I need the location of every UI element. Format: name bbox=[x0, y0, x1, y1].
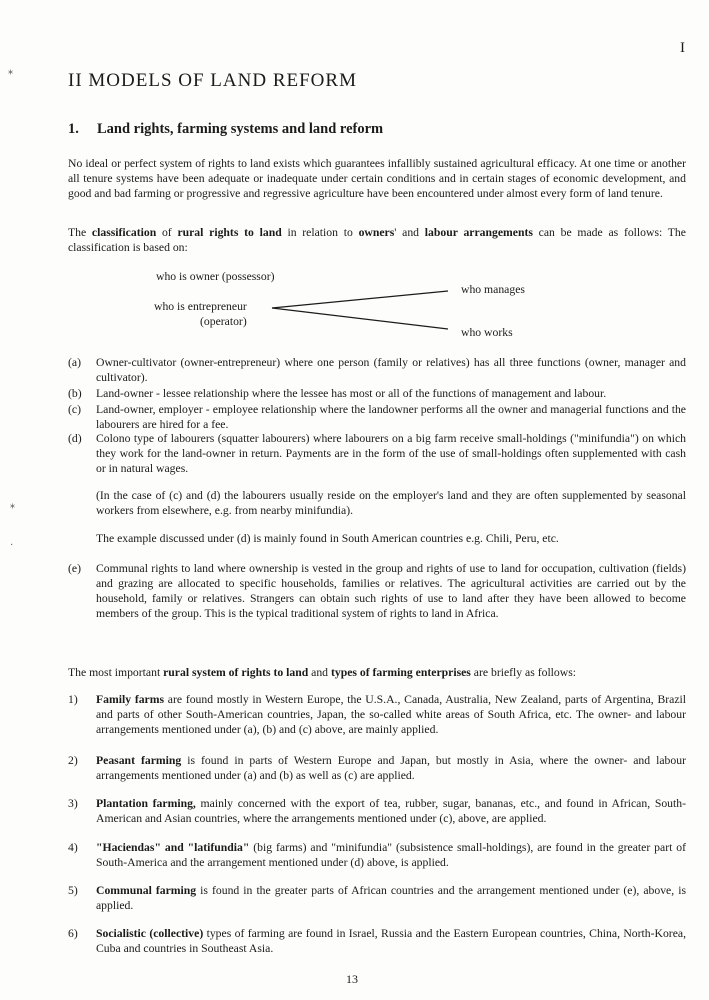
labour-arrangements-term: labour arrangements bbox=[424, 226, 533, 239]
list-item bbox=[68, 561, 686, 621]
list-item-text: Land-owner, employer - employee relationship where the landowner performs all the owner and managerial functions and the labourers are hired for a fee. bbox=[96, 403, 686, 431]
diagram-manages: who manages bbox=[461, 283, 525, 296]
list-item-label: (b) bbox=[68, 387, 82, 400]
page-number: 13 bbox=[346, 972, 358, 986]
line-to-manages bbox=[272, 291, 448, 308]
section-number: 1. bbox=[68, 121, 79, 137]
list-item bbox=[68, 796, 686, 826]
system-name: Plantation farming, bbox=[96, 797, 196, 810]
systems-intro-text-2: and bbox=[308, 666, 331, 679]
diagram-works: who works bbox=[461, 326, 513, 339]
list-item-label: (c) bbox=[68, 403, 81, 416]
system-text: types of farming are found in Israel, Russia and the Eastern European countries, China, North-Korea, Cuba and countries in Southeast Asia. bbox=[96, 927, 686, 955]
binding-hole-mark: ⁎ bbox=[10, 500, 15, 511]
classification-text-5: can be made as follows: The classification is based on: bbox=[68, 226, 686, 254]
note-employer-land: (In the case of (c) and (d) the labourers usually reside on the employer's land and they are often supplemented by seasonal workers from elsewhere, e.g. from nearby minifundia). bbox=[96, 489, 686, 517]
list-item bbox=[68, 386, 686, 401]
system-text: (big farms) and "minifundia" (subsistence small-holdings), are found in the greater part of South-America and the arrangement mentioned under (d) above, is applied. bbox=[96, 841, 686, 869]
list-item-label: 5) bbox=[68, 884, 78, 897]
list-item bbox=[68, 692, 686, 737]
corner-mark: I bbox=[680, 40, 685, 56]
list-item bbox=[68, 753, 686, 783]
diagram-entrepreneur: who is entrepreneur bbox=[154, 300, 247, 313]
classification-text-2: of bbox=[156, 226, 178, 239]
list-item-label: 3) bbox=[68, 797, 78, 810]
chapter-title: II MODELS OF LAND REFORM bbox=[68, 70, 357, 91]
list-item-label: (e) bbox=[68, 562, 81, 575]
classification-diagram bbox=[150, 266, 550, 342]
rural-rights-term: rural rights to land bbox=[177, 226, 282, 239]
list-item-text: Communal rights to land where ownership is vested in the group and rights of use to land for occupation, cultivation (fields) and grazing are allocated to specific households, families or relatives. The agricultural activities are carried out by the household, family or relatives. Strangers can obtain such rights of use to land after they have been allowed to become members of the group. This is the typical traditional system of rights to land in Africa. bbox=[96, 562, 686, 620]
list-item-label: 4) bbox=[68, 841, 78, 854]
list-item-text: Owner-cultivator (owner-entrepreneur) where one person (family or relatives) has all three functions (owner, manager and cultivator). bbox=[96, 356, 686, 384]
list-item bbox=[68, 402, 686, 432]
diagram-owner: who is owner (possessor) bbox=[156, 270, 275, 283]
list-item-label: 1) bbox=[68, 693, 78, 706]
diagram-operator: (operator) bbox=[200, 315, 247, 328]
section-heading bbox=[68, 121, 383, 138]
line-to-works bbox=[272, 308, 448, 329]
system-text: are found mostly in Western Europe, the U.S.A., Canada, Australia, New Zealand, parts of Argentina, Brazil and parts of other South-American countries, Japan, the so-called white areas of South Africa, etc. The owner- and labour arrangements mentioned under (a), (b) and (c) above, are mainly applied. bbox=[96, 693, 686, 736]
list-item bbox=[68, 926, 686, 956]
farming-enterprises-term: types of farming enterprises bbox=[330, 666, 471, 679]
system-name: Peasant farming bbox=[96, 754, 182, 767]
list-item-label: 2) bbox=[68, 754, 78, 767]
system-text: mainly concerned with the export of tea, rubber, sugar, bananas, etc., and found in African, South-American and Asian countries, where the arrangements mentioned under (c), above, are applied. bbox=[96, 797, 687, 825]
rural-system-term: rural system of rights to land bbox=[163, 666, 309, 679]
note-south-america: The example discussed under (d) is mainly found in South American countries e.g. Chili, Peru, etc. bbox=[96, 532, 559, 545]
classification-text-3: in relation to bbox=[281, 226, 359, 239]
binding-hole-mark: ⁎ bbox=[8, 66, 13, 77]
system-name: "Haciendas" and "latifundia" bbox=[96, 841, 250, 854]
classification-paragraph bbox=[68, 225, 686, 255]
list-item bbox=[68, 840, 686, 870]
list-item bbox=[68, 355, 686, 385]
systems-intro bbox=[68, 665, 686, 680]
list-item-text: Colono type of labourers (squatter labourers) where labourers on a big farm receive small-holdings ("minifundia") on which they work for the land-owner in return. Payments are in the form of the use of small-holdings often supplemented with cash or in natural wages. bbox=[96, 432, 686, 475]
systems-intro-text-1: The most important bbox=[68, 666, 164, 679]
list-item-label: (a) bbox=[68, 356, 81, 369]
binding-hole-mark: · bbox=[10, 540, 14, 551]
list-item-label: 6) bbox=[68, 927, 78, 940]
classification-text-4: ' and bbox=[394, 226, 425, 239]
list-item bbox=[68, 883, 686, 913]
list-item-text: Land-owner - lessee relationship where the lessee has most or all of the functions of management and labour. bbox=[96, 387, 607, 400]
list-item-label: (d) bbox=[68, 432, 82, 445]
classification-text-1: The bbox=[68, 226, 92, 239]
systems-intro-text-3: are briefly as follows: bbox=[470, 666, 577, 679]
list-item bbox=[68, 431, 686, 476]
section-title: Land rights, farming systems and land reform bbox=[97, 121, 384, 137]
classification-term: classification bbox=[91, 226, 157, 239]
intro-paragraph: No ideal or perfect system of rights to land exists which guarantees infallibly sustained agricultural efficacy. At one time or another all tenure systems have been adequate or inadequate under certain conditions and in certain stages of economic development, and good and bad farming or progressive and regressive agriculture have been encountered under almost every form of land tenure. bbox=[68, 157, 686, 200]
system-text: is found in parts of Western Europe and Japan, but mostly in Asia, where the owner- and labour arrangements mentioned under (a) and (b) as well as (c) are applied. bbox=[96, 754, 686, 782]
system-text: is found in the greater parts of African countries and the arrangement mentioned under (e), above, is applied. bbox=[96, 884, 686, 912]
system-name: Communal farming bbox=[96, 884, 197, 897]
owners-term: owners bbox=[358, 226, 395, 239]
system-name: Socialistic (collective) bbox=[96, 927, 204, 940]
system-name: Family farms bbox=[96, 693, 165, 706]
